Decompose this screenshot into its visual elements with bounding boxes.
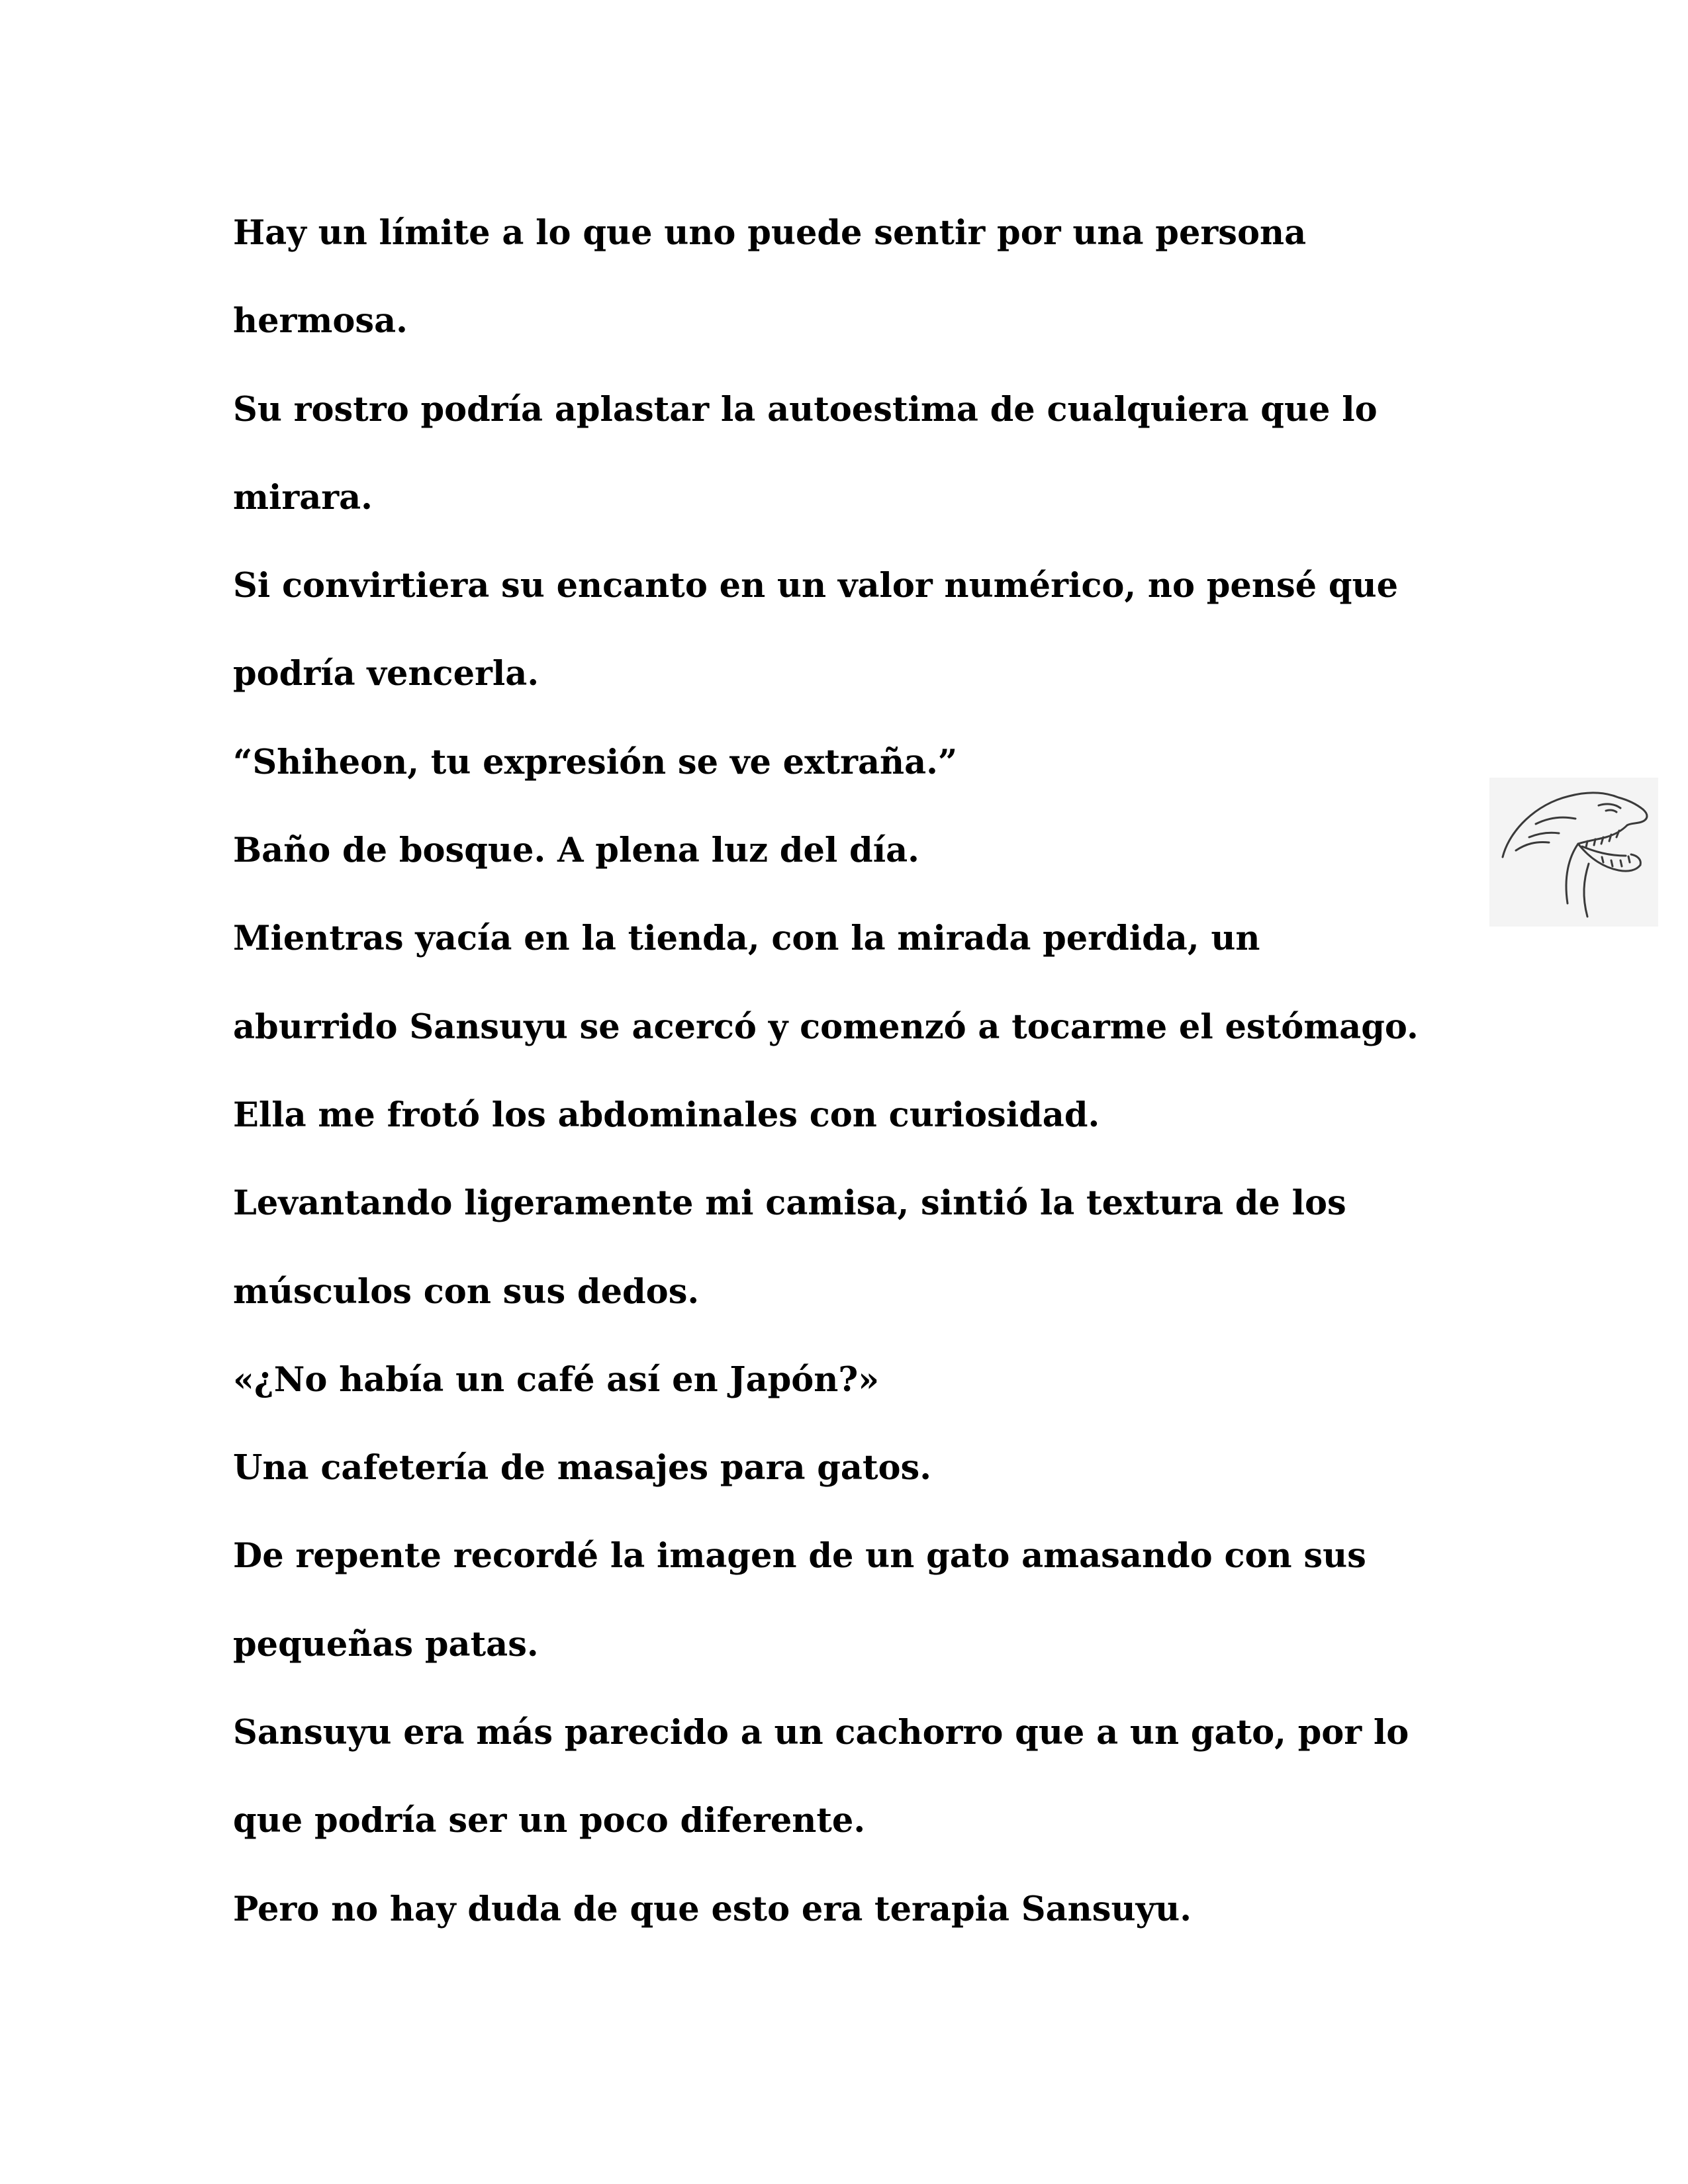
text-line: mirara.	[233, 477, 373, 518]
text-line: Ella me frotó los abdominales con curiosidad.	[233, 1095, 1100, 1135]
text-line: podría vencerla.	[233, 654, 539, 694]
text-line: Levantando ligeramente mi camisa, sintió la textura de los	[233, 1183, 1346, 1224]
text-line: Mientras yacía en la tienda, con la mirada perdida, un	[233, 919, 1260, 959]
body-text	[233, 189, 1491, 1954]
text-line: De repente recordé la imagen de un gato amasando con sus	[233, 1536, 1366, 1576]
text-line: músculos con sus dedos.	[233, 1271, 700, 1312]
text-line: Su rostro podría aplastar la autoestima de cualquiera que lo	[233, 389, 1378, 430]
text-line: Una cafetería de masajes para gatos.	[233, 1448, 932, 1488]
text-line: Pero no hay duda de que esto era terapia Sansuyu.	[233, 1889, 1192, 1929]
text-line: que podría ser un poco diferente.	[233, 1801, 866, 1841]
text-line: Sansuyu era más parecido a un cachorro que a un gato, por lo	[233, 1713, 1409, 1753]
dinosaur-head-icon	[1489, 778, 1658, 927]
text-line: aburrido Sansuyu se acercó y comenzó a tocarme el estómago.	[233, 1007, 1419, 1047]
text-line: Si convirtiera su encanto en un valor numérico, no pensé que	[233, 566, 1399, 606]
text-line: Baño de bosque. A plena luz del día.	[233, 831, 919, 871]
text-line: Hay un límite a lo que uno puede sentir por una persona	[233, 213, 1307, 253]
text-line: hermosa.	[233, 301, 408, 341]
text-line: «¿No había un café así en Japón?»	[233, 1359, 880, 1400]
text-line: pequeñas patas.	[233, 1624, 539, 1664]
text-line: “Shiheon, tu expresión se ve extraña.”	[233, 742, 958, 782]
